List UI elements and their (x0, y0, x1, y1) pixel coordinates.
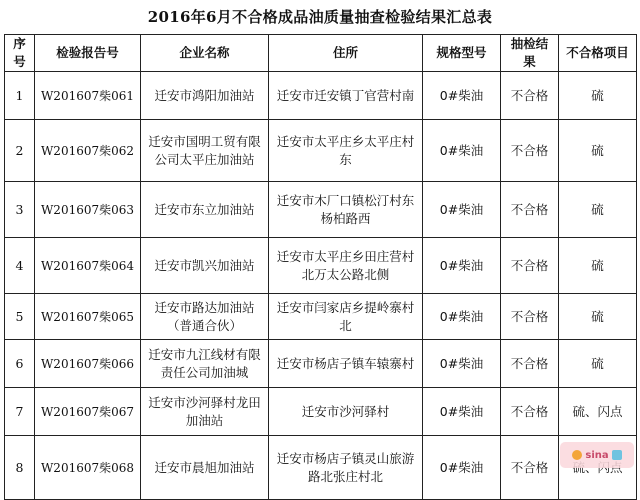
watermark-square-icon (612, 450, 622, 460)
cell-no: 5 (5, 294, 35, 340)
page-title: 2016年6月不合格成品油质量抽查检验结果汇总表 (147, 8, 493, 26)
cell-address: 迁安市闫家店乡提岭寨村北 (269, 294, 423, 340)
cell-report: W201607柴063 (35, 182, 141, 238)
cell-no: 3 (5, 182, 35, 238)
cell-company: 迁安市晨旭加油站 (141, 436, 269, 500)
sina-watermark (560, 442, 634, 468)
results-table (4, 34, 637, 500)
cell-report: W201607柴061 (35, 72, 141, 120)
cell-no: 4 (5, 238, 35, 294)
cell-company: 迁安市凯兴加油站 (141, 238, 269, 294)
cell-result: 不合格 (501, 182, 559, 238)
cell-spec: 0#柴油 (423, 238, 501, 294)
watermark-text: sina (585, 449, 609, 461)
cell-address: 迁安市迁安镇丁官营村南 (269, 72, 423, 120)
cell-spec: 0#柴油 (423, 120, 501, 182)
cell-spec: 0#柴油 (423, 72, 501, 120)
cell-address: 迁安市太平庄乡田庄营村北万太公路北侧 (269, 238, 423, 294)
table-row (5, 72, 637, 120)
cell-result: 不合格 (501, 340, 559, 388)
cell-no: 2 (5, 120, 35, 182)
cell-company: 迁安市国明工贸有限公司太平庄加油站 (141, 120, 269, 182)
cell-company: 迁安市九江线材有限责任公司加油城 (141, 340, 269, 388)
header-report: 检验报告号 (35, 35, 141, 72)
cell-no: 7 (5, 388, 35, 436)
cell-spec: 0#柴油 (423, 340, 501, 388)
cell-no: 1 (5, 72, 35, 120)
cell-report: W201607柴066 (35, 340, 141, 388)
watermark-eye-icon (572, 450, 582, 460)
cell-item: 硫、闪点 (559, 388, 637, 436)
cell-spec: 0#柴油 (423, 294, 501, 340)
cell-company: 迁安市东立加油站 (141, 182, 269, 238)
cell-address: 迁安市杨店子镇灵山旅游路北张庄村北 (269, 436, 423, 500)
header-spec: 规格型号 (423, 35, 501, 72)
cell-report: W201607柴068 (35, 436, 141, 500)
cell-report: W201607柴062 (35, 120, 141, 182)
cell-company: 迁安市沙河驿村龙田加油站 (141, 388, 269, 436)
table-row (5, 182, 637, 238)
cell-report: W201607柴065 (35, 294, 141, 340)
cell-result: 不合格 (501, 238, 559, 294)
cell-company: 迁安市路达加油站（普通合伙） (141, 294, 269, 340)
cell-result: 不合格 (501, 388, 559, 436)
header-item: 不合格项目 (559, 35, 637, 72)
cell-item: 硫 (559, 182, 637, 238)
cell-address: 迁安市太平庄乡太平庄村东 (269, 120, 423, 182)
cell-result: 不合格 (501, 436, 559, 500)
header-company: 企业名称 (141, 35, 269, 72)
cell-company: 迁安市鸿阳加油站 (141, 72, 269, 120)
cell-spec: 0#柴油 (423, 436, 501, 500)
table-row (5, 120, 637, 182)
cell-spec: 0#柴油 (423, 388, 501, 436)
cell-address: 迁安市杨店子镇车辕寨村 (269, 340, 423, 388)
cell-item: 硫 (559, 340, 637, 388)
cell-address: 迁安市沙河驿村 (269, 388, 423, 436)
cell-no: 8 (5, 436, 35, 500)
cell-report: W201607柴067 (35, 388, 141, 436)
table-row (5, 294, 637, 340)
cell-item: 硫 (559, 238, 637, 294)
cell-result: 不合格 (501, 120, 559, 182)
header-result: 抽检结果 (501, 35, 559, 72)
cell-item: 硫 (559, 294, 637, 340)
cell-result: 不合格 (501, 294, 559, 340)
table-row (5, 340, 637, 388)
table-row (5, 436, 637, 500)
cell-item: 硫 (559, 72, 637, 120)
table-row (5, 388, 637, 436)
header-row (5, 35, 637, 72)
cell-report: W201607柴064 (35, 238, 141, 294)
header-address: 住所 (269, 35, 423, 72)
table-row (5, 238, 637, 294)
cell-item: 硫 (559, 120, 637, 182)
header-no: 序号 (5, 35, 35, 72)
cell-no: 6 (5, 340, 35, 388)
cell-spec: 0#柴油 (423, 182, 501, 238)
cell-result: 不合格 (501, 72, 559, 120)
cell-address: 迁安市木厂口镇松汀村东杨柏路西 (269, 182, 423, 238)
